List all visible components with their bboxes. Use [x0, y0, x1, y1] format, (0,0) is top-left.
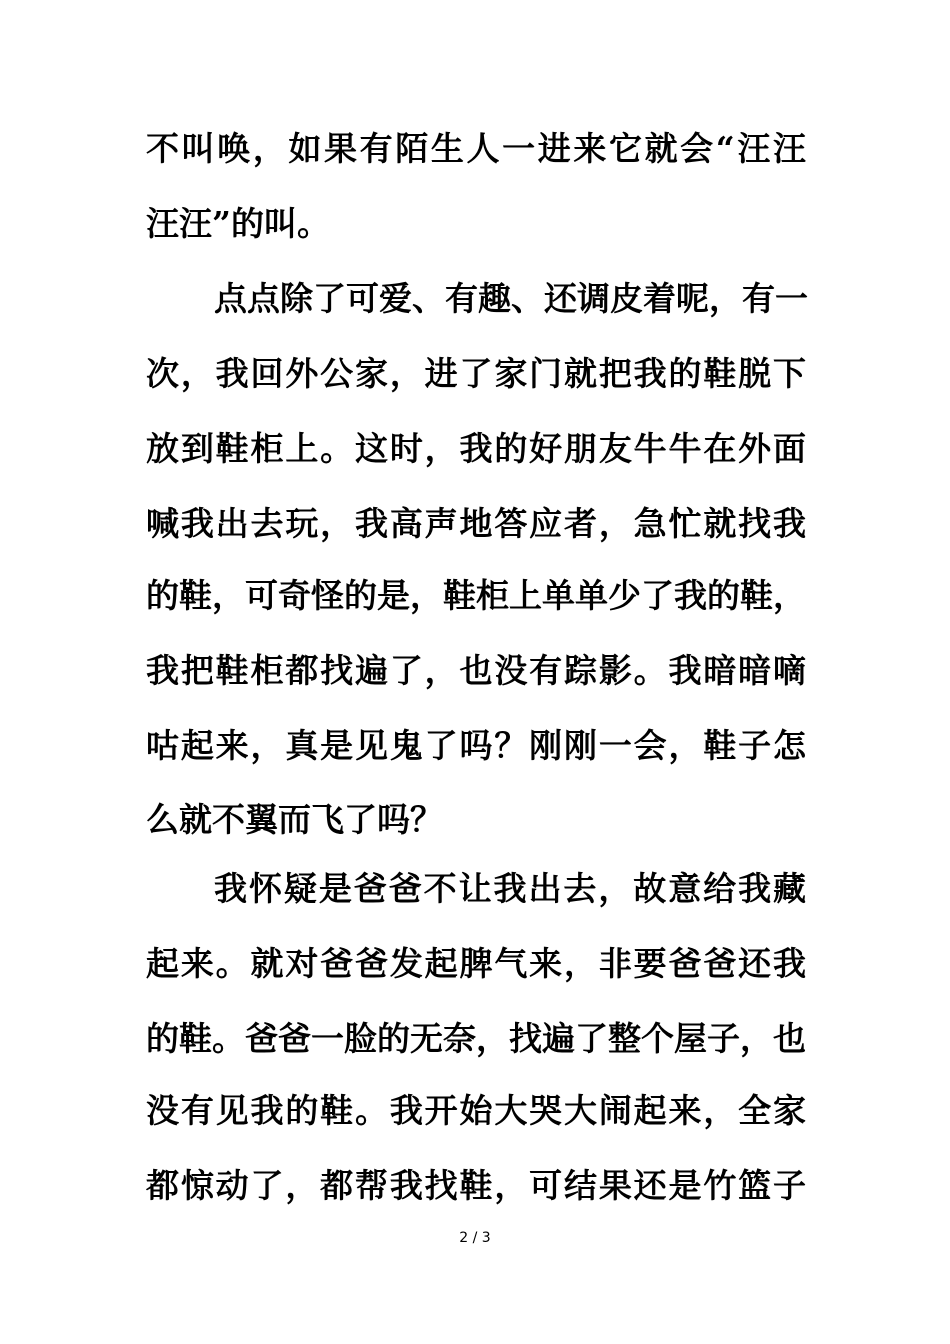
paragraph-first-line: 我怀疑是爸爸不让我出去，故意给我藏 — [214, 869, 806, 908]
text-line: 的鞋，可奇怪的是，鞋柜上单单少了我的鞋， — [146, 576, 806, 615]
text-line: 的鞋。爸爸一脸的无奈，找遍了整个屋子，也 — [146, 1019, 806, 1058]
text-line: 都惊动了，都帮我找鞋，可结果还是竹篮子 — [146, 1166, 806, 1205]
text-line: 次，我回外公家，进了家门就把我的鞋脱下 — [146, 354, 806, 393]
page-number: 2 / 3 — [459, 1230, 491, 1246]
text-line: 没有见我的鞋。我开始大哭大闹起来，全家 — [146, 1091, 806, 1130]
paragraph-first-line: 点点除了可爱、有趣、还调皮着呢，有一 — [214, 279, 808, 318]
text-line: 不叫唤，如果有陌生人一进来它就会“汪汪 — [146, 129, 806, 168]
text-line: 放到鞋柜上。这时，我的好朋友牛牛在外面 — [146, 429, 806, 468]
text-line: 喊我出去玩，我高声地答应者，急忙就找我 — [146, 504, 806, 543]
text-line: 我把鞋柜都找遍了，也没有踪影。我暗暗嘀 — [146, 651, 806, 690]
text-line: 么就不翼而飞了吗？ — [146, 800, 443, 839]
text-line: 咕起来，真是见鬼了吗？刚刚一会，鞋子怎 — [146, 726, 806, 765]
text-line: 起来。就对爸爸发起脾气来，非要爸爸还我 — [146, 944, 806, 983]
text-line: 汪汪”的叫。 — [146, 204, 330, 243]
